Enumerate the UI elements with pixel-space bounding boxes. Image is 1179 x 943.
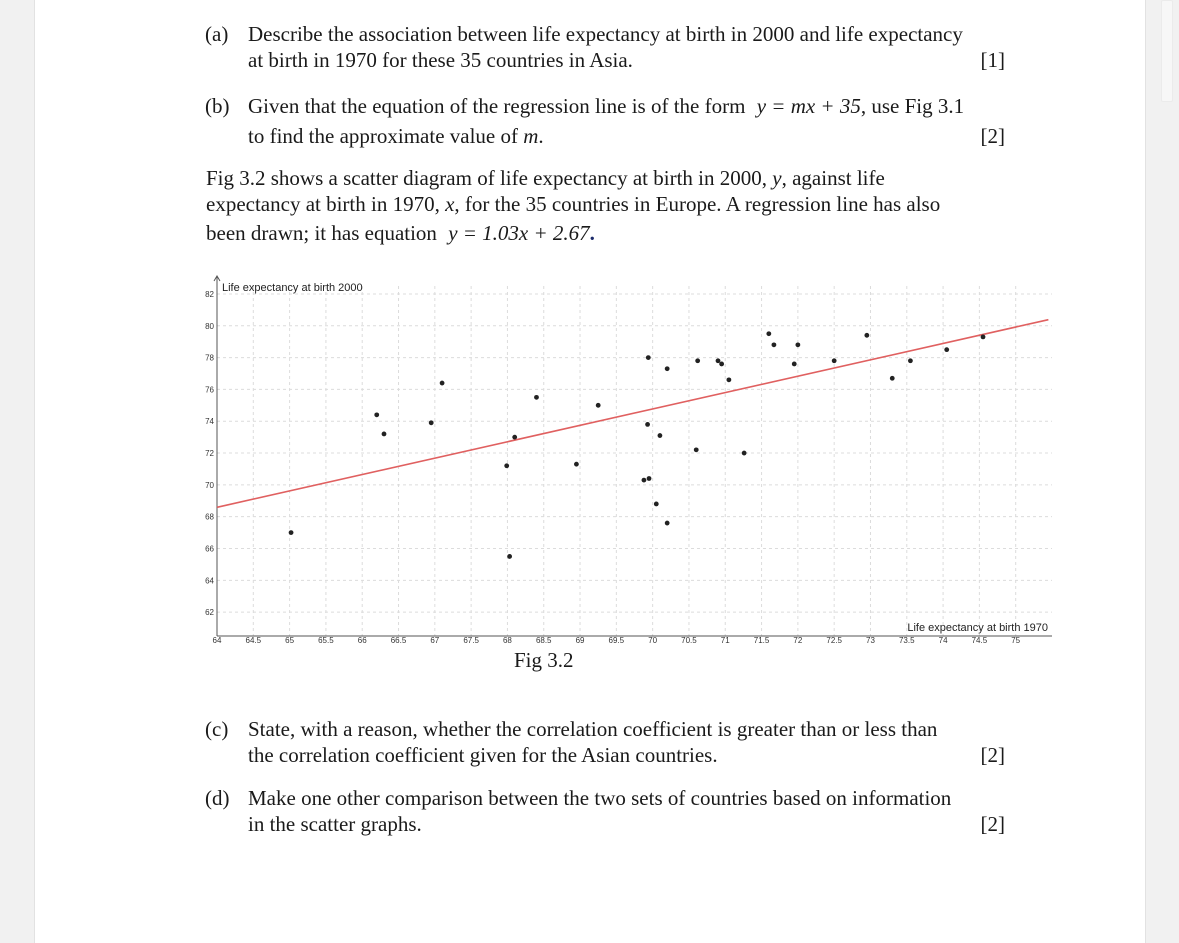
x-tick-label: 72.5	[826, 636, 842, 645]
intro-line3-text: been drawn; it has equation	[206, 221, 437, 245]
data-point	[596, 403, 601, 408]
question-b-text: Given that the equation of the regression line is of the form	[248, 94, 746, 118]
x-axis-title: Life expectancy at birth 1970	[907, 622, 1048, 634]
intro-line1-text: Fig 3.2 shows a scatter diagram of life expectancy at birth in 2000,	[206, 166, 768, 190]
question-d-marks: [2]	[980, 812, 1005, 836]
y-tick-label: 66	[205, 544, 214, 554]
x-tick-label: 65.5	[318, 636, 334, 645]
x-tick-label: 69	[575, 636, 585, 645]
regression-line	[217, 320, 1048, 508]
data-point	[574, 462, 579, 467]
variable-m: m	[523, 124, 539, 148]
data-point	[534, 395, 539, 400]
x-tick-label: 74.5	[971, 636, 988, 645]
question-b-text2: to find the approximate value of	[248, 124, 518, 148]
data-point	[766, 331, 771, 336]
data-point	[795, 342, 800, 347]
x-tick-label: 74	[938, 636, 948, 645]
y-tick-label: 68	[205, 512, 214, 522]
x-tick-label: 75	[1011, 636, 1021, 645]
figure-caption: Fig 3.2	[514, 648, 574, 672]
question-b-period: .	[538, 124, 544, 148]
question-b-label: (b)	[205, 94, 230, 118]
x-tick-label: 67	[430, 636, 440, 645]
y-tick-label: 74	[205, 417, 214, 427]
data-point	[726, 377, 731, 382]
x-tick-label: 71.5	[753, 636, 770, 645]
question-a-marks: [1]	[980, 48, 1005, 72]
question-a-line1: Describe the association between life expectancy at birth in 2000 and life expectancy	[248, 22, 963, 46]
data-point	[374, 412, 379, 417]
question-d-line2: in the scatter graphs.	[248, 812, 422, 836]
y-tick-label: 80	[205, 321, 214, 331]
data-point	[504, 463, 509, 468]
y-tick-label: 62	[205, 608, 214, 618]
y-tick-label: 70	[205, 480, 214, 490]
data-point	[429, 420, 434, 425]
data-point	[742, 451, 747, 456]
x-tick-label: 70	[648, 636, 658, 645]
regression-equation: y = 1.03x + 2.67	[448, 221, 590, 245]
question-b-text-post: , use Fig 3.1	[860, 94, 965, 118]
question-d-line1: Make one other comparison between the two sets of countries based on information	[248, 786, 952, 810]
y-tick-label: 64	[205, 576, 214, 586]
data-point	[772, 342, 777, 347]
data-point	[832, 358, 837, 363]
x-tick-label: 64.5	[245, 636, 262, 645]
regression-form-equation: y = mx + 35	[756, 94, 861, 118]
data-point	[645, 422, 650, 427]
x-tick-label: 67.5	[463, 636, 479, 645]
data-point	[646, 355, 651, 360]
data-point	[507, 554, 512, 559]
intro-line2-text: expectancy at birth in 1970,	[206, 192, 440, 216]
variable-y: y	[772, 166, 782, 190]
y-tick-label: 76	[205, 385, 214, 395]
data-point	[440, 381, 445, 386]
x-tick-label: 66	[357, 636, 367, 645]
data-point	[642, 478, 647, 483]
data-point	[647, 476, 652, 481]
x-tick-label: 68	[502, 636, 512, 645]
intro-line2-post: , for the 35 countries in Europe. A regression line has also	[454, 192, 941, 216]
data-point	[890, 376, 895, 381]
intro-line3-period: .	[589, 221, 595, 245]
question-b-marks: [2]	[980, 124, 1005, 148]
data-point	[944, 347, 949, 352]
x-tick-label: 71	[720, 636, 730, 645]
question-a-line2: at birth in 1970 for these 35 countries in Asia.	[248, 48, 633, 72]
question-a-label: (a)	[205, 22, 229, 46]
data-point	[695, 358, 700, 363]
question-c-marks: [2]	[980, 743, 1005, 767]
question-d-label: (d)	[205, 786, 230, 810]
data-point	[289, 530, 294, 535]
x-tick-label: 72	[793, 636, 803, 645]
x-tick-label: 70.5	[681, 636, 697, 645]
data-point	[864, 333, 869, 338]
y-tick-label: 82	[205, 289, 214, 299]
x-tick-label: 69.5	[608, 636, 625, 645]
data-point	[658, 433, 663, 438]
x-tick-label: 64	[212, 636, 222, 645]
question-c-line2: the correlation coefficient given for the Asian countries.	[248, 743, 718, 767]
x-tick-label: 66.5	[390, 636, 407, 645]
data-point	[382, 432, 387, 437]
y-tick-label: 78	[205, 353, 214, 363]
question-c-line1: State, with a reason, whether the correlation coefficient is greater than or less than	[248, 717, 938, 741]
y-tick-label: 72	[205, 449, 214, 459]
x-tick-label: 73	[866, 636, 875, 645]
intro-line1-post: , against life	[781, 166, 885, 190]
data-point	[716, 358, 721, 363]
data-point	[512, 435, 517, 440]
x-tick-label: 65	[285, 636, 295, 645]
x-tick-label: 68.5	[535, 636, 552, 645]
data-point	[792, 362, 797, 367]
data-point	[981, 335, 986, 340]
variable-x: x	[445, 192, 455, 216]
question-c-label: (c)	[205, 717, 229, 741]
data-point	[719, 362, 724, 367]
data-point	[908, 358, 913, 363]
data-point	[694, 447, 699, 452]
x-tick-label: 73.5	[898, 636, 915, 645]
data-point	[654, 502, 659, 507]
data-point	[665, 366, 670, 371]
y-axis-title: Life expectancy at birth 2000	[222, 282, 363, 294]
data-point	[665, 521, 670, 526]
